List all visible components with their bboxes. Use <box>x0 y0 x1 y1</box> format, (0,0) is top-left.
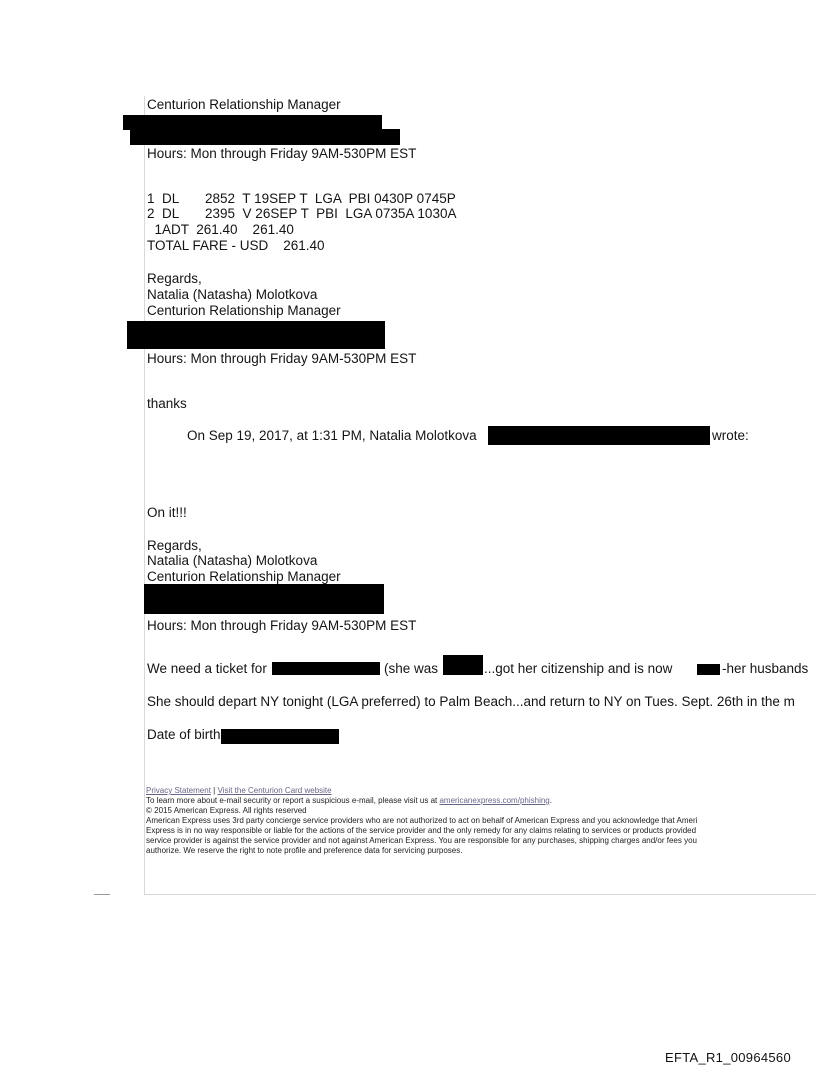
reply-text: thanks <box>147 396 187 411</box>
request-text: She should depart NY tonight (LGA preferred) to Palm Beach...and return to NY on Tues. Sept. 26th in the m <box>147 694 795 709</box>
redaction-box <box>144 584 384 614</box>
disclaimer-line: American Express uses 3rd party concierge service providers who are not authorized to act on behalf of American Express and you acknowledge that Ameri <box>146 816 698 825</box>
footer-links <box>146 786 332 795</box>
security-text-end: . <box>549 796 552 805</box>
itinerary-line: 1 DL 2852 T 19SEP T LGA PBI 0430P 0745P <box>147 191 456 206</box>
copyright-text: © 2015 American Express. All rights reserved <box>146 806 307 815</box>
quote-header: On Sep 19, 2017, at 1:31 PM, Natalia Molotkova <box>187 428 477 443</box>
centurion-card-website-link[interactable]: Visit the Centurion Card website <box>217 786 332 795</box>
message-text: On it!!! <box>147 505 187 520</box>
disclaimer-line: authorize. We reserve the right to note profile and preference data for servicing purposes. <box>146 846 463 855</box>
disclaimer-line: service provider is against the service provider and not against American Express. You are responsible for any purchases, shipping charges and/or fees you <box>146 836 697 845</box>
redaction-box <box>127 321 385 349</box>
regards-text: Regards, <box>147 538 202 553</box>
redaction-box <box>272 662 380 675</box>
page-mark <box>94 894 110 895</box>
sender-name: Natalia (Natasha) Molotkova <box>147 287 318 302</box>
sender-title: Centurion Relationship Manager <box>147 303 341 318</box>
hours-text: Hours: Mon through Friday 9AM-530PM EST <box>147 618 417 633</box>
redaction-box <box>488 426 710 445</box>
sender-name: Natalia (Natasha) Molotkova <box>147 553 318 568</box>
link-separator: | <box>213 786 216 795</box>
request-text: -her husbands <box>722 661 809 676</box>
regards-text: Regards, <box>147 271 202 286</box>
itinerary-line: 2 DL 2395 V 26SEP T PBI LGA 0735A 1030A <box>147 206 457 221</box>
disclaimer-line: Express is in no way responsible or liable for the actions of the service provider and the only remedy for any claims relating to services or products provided <box>146 826 697 835</box>
request-text: (she was <box>384 661 439 676</box>
hours-text: Hours: Mon through Friday 9AM-530PM EST <box>147 146 417 161</box>
redaction-box <box>130 129 400 145</box>
security-text <box>146 796 552 805</box>
redaction-box <box>697 664 720 675</box>
privacy-statement-link[interactable]: Privacy Statement <box>146 786 211 795</box>
sender-title: Centurion Relationship Manager <box>147 569 341 584</box>
total-fare-line: TOTAL FARE - USD 261.40 <box>147 238 325 253</box>
redaction-box <box>123 115 382 130</box>
phishing-link[interactable]: americanexpress.com/phishing <box>439 796 550 805</box>
request-text: Date of birth <box>147 727 221 742</box>
hours-text: Hours: Mon through Friday 9AM-530PM EST <box>147 351 417 366</box>
request-text: ...got her citizenship and is now <box>484 661 673 676</box>
document-id: EFTA_R1_00964560 <box>665 1050 791 1065</box>
request-text: We need a ticket for <box>147 661 267 676</box>
quote-wrote: wrote: <box>712 428 749 443</box>
manager-title: Centurion Relationship Manager <box>147 97 341 112</box>
fare-line: 1ADT 261.40 261.40 <box>147 222 294 237</box>
redaction-box <box>443 655 483 675</box>
security-text-body: To learn more about e-mail security or report a suspicious e-mail, please visit us at <box>146 796 438 805</box>
redaction-box <box>221 729 339 744</box>
